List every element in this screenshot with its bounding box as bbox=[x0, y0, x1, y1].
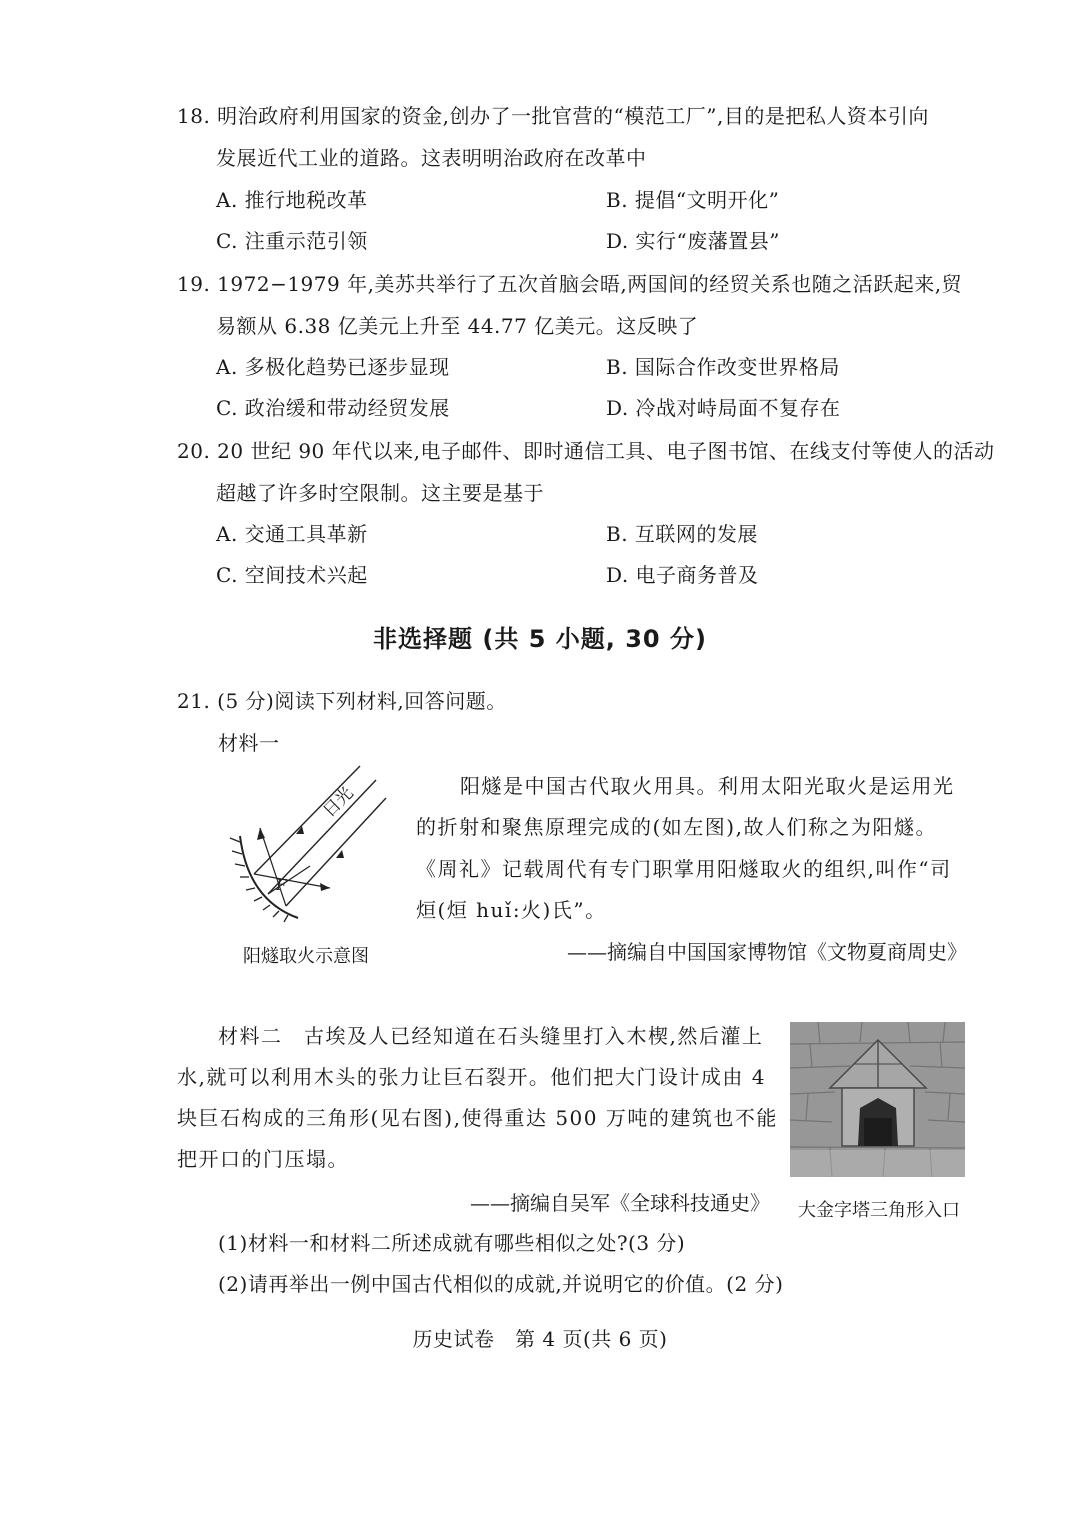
focus-label: F bbox=[276, 876, 287, 894]
page-footer: 历史试卷 第 4 页(共 6 页) bbox=[412, 1327, 668, 1351]
photo-caption: 大金字塔三角形入口 bbox=[798, 1200, 960, 1221]
question-19-option-c: C. 政治缓和带动经贸发展 bbox=[216, 396, 450, 420]
diagram-caption: 阳燧取火示意图 bbox=[243, 946, 369, 967]
pyramid-entrance-photo bbox=[790, 1022, 965, 1177]
question-20-line1: 20. 20 世纪 90 年代以来,电子邮件、即时通信工具、电子图书馆、在线支付等使人的活动 bbox=[177, 439, 995, 463]
question-18-option-c: C. 注重示范引领 bbox=[216, 229, 368, 253]
material-2-source: ——摘编自吴军《全球科技通史》 bbox=[470, 1191, 770, 1215]
question-20-option-d: D. 电子商务普及 bbox=[606, 563, 759, 587]
material-2-line2: 水,就可以利用木头的张力让巨石裂开。他们把大门设计成由 4 bbox=[177, 1065, 766, 1089]
question-18-option-a: A. 推行地税改革 bbox=[216, 188, 368, 212]
question-18-option-d: D. 实行“废藩置县” bbox=[606, 229, 780, 253]
question-18-line2: 发展近代工业的道路。这表明明治政府在改革中 bbox=[216, 146, 647, 170]
question-20-line2: 超越了许多时空限制。这主要是基于 bbox=[216, 481, 544, 505]
material-1-source: ——摘编自中国国家博物馆《文物夏商周史》 bbox=[567, 940, 967, 964]
material-2-line3: 块巨石构成的三角形(见右图),使得重达 500 万吨的建筑也不能 bbox=[177, 1106, 778, 1130]
question-20-option-c: C. 空间技术兴起 bbox=[216, 563, 368, 587]
question-19-line1: 19. 1972−1979 年,美苏共举行了五次首脑会晤,两国间的经贸关系也随之活跃起来,贸 bbox=[177, 272, 963, 296]
material-1-line4: 烜(烜 huǐ:火)氏”。 bbox=[416, 898, 607, 922]
question-21-sub-1: (1)材料一和材料二所述成就有哪些相似之处?(3 分) bbox=[218, 1231, 686, 1255]
material-2-line4: 把开口的门压塌。 bbox=[177, 1147, 349, 1171]
question-19-option-b: B. 国际合作改变世界格局 bbox=[606, 355, 840, 379]
sunlight-label: 日光 bbox=[319, 783, 358, 822]
question-18-option-b: B. 提倡“文明开化” bbox=[606, 188, 780, 212]
question-19-option-d: D. 冷战对峙局面不复存在 bbox=[606, 396, 841, 420]
material-1-line1: 阳燧是中国古代取火用具。利用太阳光取火是运用光 bbox=[460, 774, 955, 798]
material-1-line3: 《周礼》记载周代有专门职掌用阳燧取火的组织,叫作“司 bbox=[416, 857, 952, 881]
question-21-stem: 21. (5 分)阅读下列材料,回答问题。 bbox=[177, 689, 507, 713]
yangsui-diagram bbox=[210, 758, 390, 928]
question-20-option-b: B. 互联网的发展 bbox=[606, 522, 758, 546]
material-1-heading: 材料一 bbox=[218, 731, 280, 755]
section-title: 非选择题 (共 5 小题, 30 分) bbox=[373, 625, 707, 653]
question-19-option-a: A. 多极化趋势已逐步显现 bbox=[216, 355, 450, 379]
question-19-line2: 易额从 6.38 亿美元上升至 44.77 亿美元。这反映了 bbox=[216, 314, 699, 338]
question-21-sub-2: (2)请再举出一例中国古代相似的成就,并说明它的价值。(2 分) bbox=[218, 1272, 784, 1296]
material-2-line1: 材料二 古埃及人已经知道在石头缝里打入木楔,然后灌上 bbox=[218, 1024, 764, 1048]
question-18-line1: 18. 明治政府利用国家的资金,创办了一批官营的“模范工厂”,目的是把私人资本引向 bbox=[177, 104, 929, 128]
material-1-line2: 的折射和聚焦原理完成的(如左图),故人们称之为阳燧。 bbox=[416, 815, 937, 839]
question-20-option-a: A. 交通工具革新 bbox=[216, 522, 368, 546]
